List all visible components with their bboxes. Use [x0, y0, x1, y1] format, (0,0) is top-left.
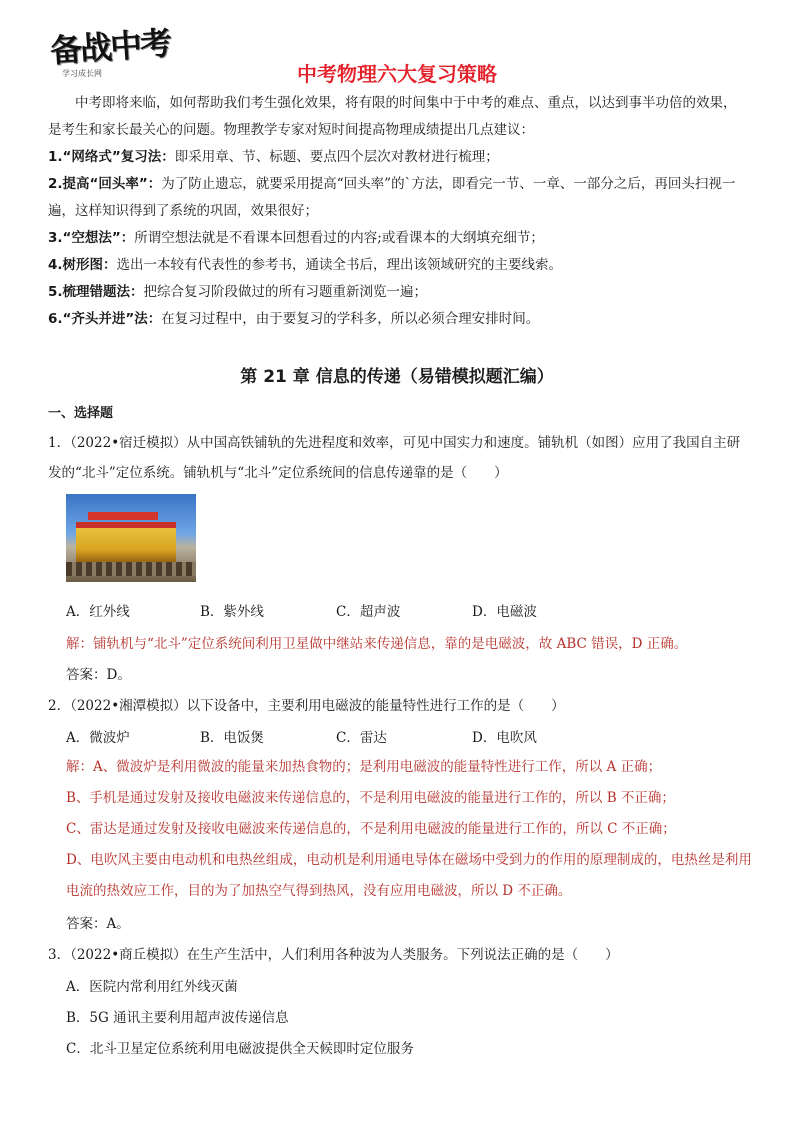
solution-line: C、雷达是通过发射及接收电磁波来传递信息的，不是利用电磁波的能量进行工作的，所以 C 不正确；: [66, 821, 676, 837]
chapter-heading: 第 21 章 信息的传递（易错模拟题汇编）: [240, 367, 554, 387]
question-1-stem: 1．（2022•宿迁模拟）从中国高铁铺轨的先进程度和效率，可见中国实力和速度。铺轨机（如图）应用了我国自主研发的“北斗”定位系统。铺轨机与“北斗”定位系统间的信息传递靠的是（ ）: [48, 435, 741, 481]
page-title: 中考物理六大复习策略: [297, 62, 497, 86]
option-c: C．超声波: [336, 604, 401, 620]
question-3-option-c: C．北斗卫星定位系统利用电磁波提供全天候即时定位服务: [66, 1041, 414, 1057]
section-heading: 一、选择题: [48, 406, 114, 421]
solution-line: B、手机是通过发射及接收电磁波来传递信息的，不是利用电磁波的能量进行工作的，所以 B 不正确；: [66, 790, 675, 806]
question-2-solution: [66, 752, 756, 907]
strategy-item: 3.“空想法”：所谓空想法就是不看课本回想看过的内容;或看课本的大纲填充细节；: [48, 230, 544, 246]
intro-paragraph: 中考即将来临，如何帮助我们考生强化效果，将有限的时间集中于中考的难点、重点，以达到事半功倍的效果，是考生和家长最关心的问题。物理教学专家对短时间提高物理成绩提出几点建议：: [48, 95, 737, 138]
question-2-answer: 答案：A。: [66, 916, 130, 932]
strategy-list: [48, 144, 748, 333]
option-a: A．红外线: [66, 604, 130, 620]
solution-line: 解：A、微波炉是利用微波的能量来加热食物的；是利用电磁波的能量特性进行工作，所以 A 正确；: [66, 759, 662, 775]
strategy-item: 5.梳理错题法：把综合复习阶段做过的所有习题重新浏览一遍；: [48, 284, 428, 300]
option-b: B．紫外线: [200, 604, 264, 620]
question-3-option-a: A．医院内常利用红外线灭菌: [66, 979, 238, 995]
option-a: A．微波炉: [66, 730, 130, 746]
option-b: B．电饭煲: [200, 730, 264, 746]
option-c: C．雷达: [336, 730, 387, 746]
solution-line: D、电吹风主要由电动机和电热丝组成，电动机是利用通电导体在磁场中受到力的作用的原理制成的，电热丝是利用电流的热效应工作，目的为了加热空气得到热风，没有应用电磁波，所以 D 不正确。: [66, 852, 752, 899]
question-1-solution: 解：铺轨机与“北斗”定位系统间利用卫星做中继站来传递信息，靠的是电磁波，故 ABC 错误，D 正确。: [66, 636, 688, 652]
logo-text: 备战中考: [48, 23, 172, 71]
strategy-item: 4.树形图：选出一本较有代表性的参考书，通读全书后，理出该领域研究的主要线索。: [48, 257, 563, 273]
track-laying-machine-photo: [66, 494, 196, 582]
option-d: D．电磁波: [472, 604, 537, 620]
question-3-option-b: B．5G 通讯主要利用超声波传递信息: [66, 1010, 289, 1026]
option-d: D．电吹风: [472, 730, 537, 746]
question-1-answer: 答案：D。: [66, 667, 131, 683]
question-3-stem: 3．（2022•商丘模拟）在生产生活中，人们利用各种波为人类服务。下列说法正确的是（ ）: [48, 947, 619, 963]
strategy-item: 1.“网络式”复习法：即采用章、节、标题、要点四个层次对教材进行梳理；: [48, 149, 499, 165]
question-2-stem: 2．（2022•湘潭模拟）以下设备中，主要利用电磁波的能量特性进行工作的是（ ）: [48, 698, 565, 714]
logo-subtitle: 学习成长网: [62, 69, 102, 78]
strategy-item: 6.“齐头并进”法：在复习过程中，由于要复习的学科多，所以必须合理安排时间。: [48, 311, 540, 327]
strategy-item: 2.提高“回头率”：为了防止遗忘，就要采用提高“回头率”的`方法，即看完一节、一章、一部分之后，再回头扫视一遍，这样知识得到了系统的巩固，效果很好；: [48, 176, 736, 219]
